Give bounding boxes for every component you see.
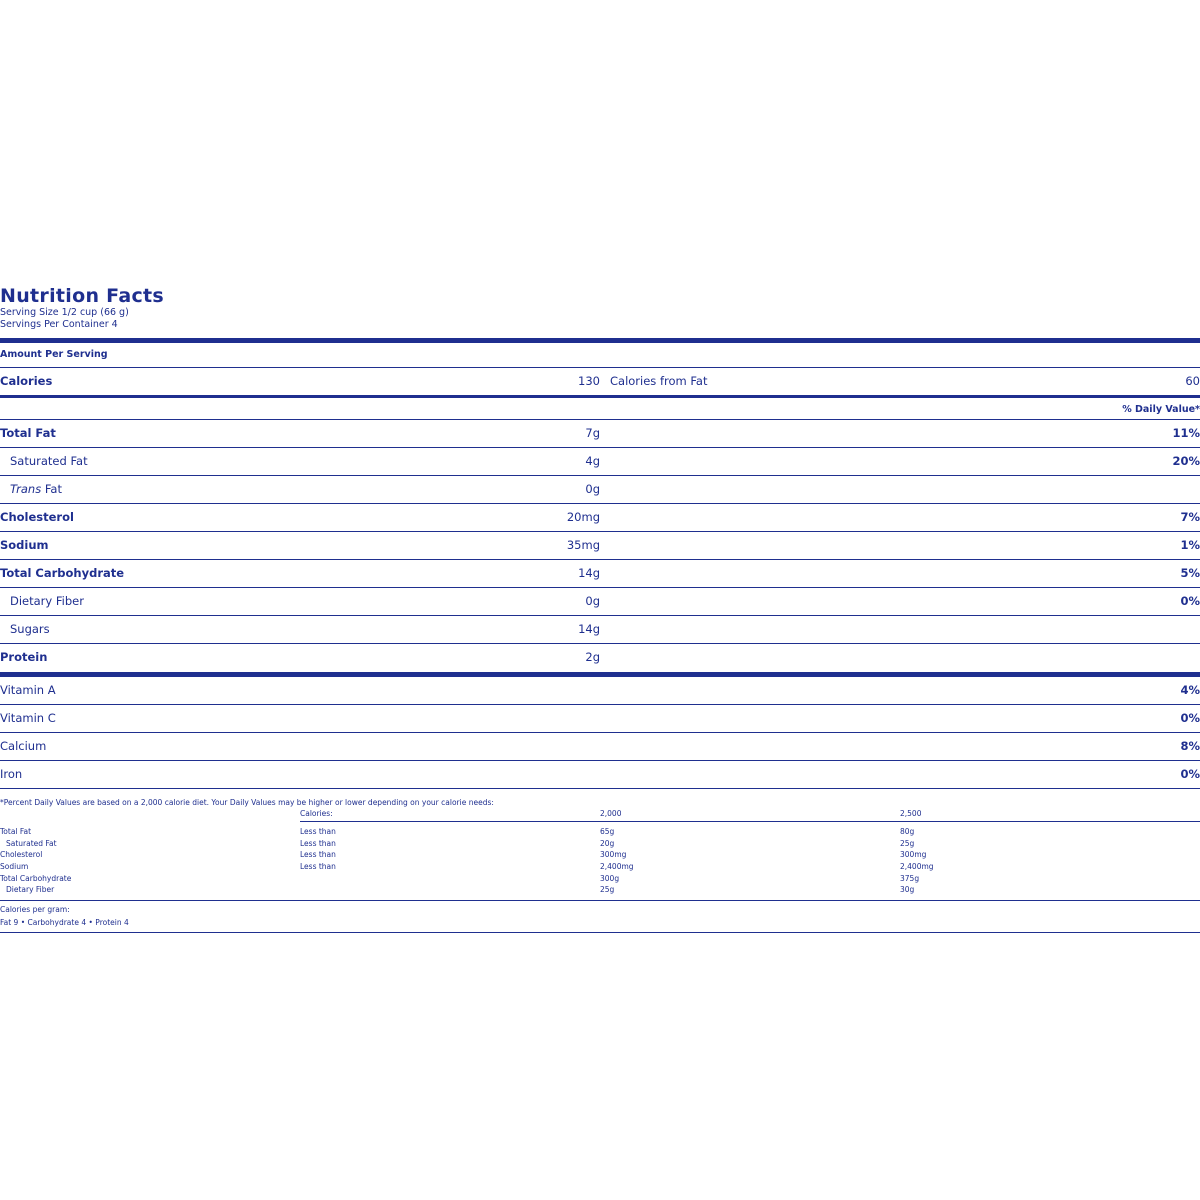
daily-value-limit: Less than bbox=[300, 862, 336, 872]
nutrient-daily-value: 11% bbox=[1172, 426, 1200, 440]
nutrient-daily-value: 0% bbox=[1180, 594, 1200, 608]
nutrient-row bbox=[0, 448, 1200, 475]
nutrient-name: Protein bbox=[0, 650, 48, 664]
daily-value-table-row bbox=[0, 838, 1200, 850]
daily-value-table-header bbox=[0, 808, 1200, 826]
daily-value-nutrient: Sodium bbox=[0, 862, 29, 872]
daily-value-table-row bbox=[0, 861, 1200, 873]
vitamin-row bbox=[0, 677, 1200, 704]
nutrient-amount: 14g bbox=[578, 622, 600, 636]
calories-row bbox=[0, 368, 1200, 395]
nutrient-name: Cholesterol bbox=[0, 510, 74, 524]
daily-value-nutrient: Total Carbohydrate bbox=[0, 873, 72, 883]
nutrient-name: Sugars bbox=[10, 622, 50, 636]
vitamin-row bbox=[0, 705, 1200, 732]
daily-value-table-body bbox=[0, 826, 1200, 896]
nutrient-daily-value: 20% bbox=[1172, 454, 1200, 468]
vitamin-daily-value: 0% bbox=[1180, 767, 1200, 781]
daily-value-table bbox=[0, 808, 1200, 896]
daily-value-2000: 300g bbox=[600, 873, 620, 883]
daily-value-table-row bbox=[0, 826, 1200, 838]
nutrient-amount: 14g bbox=[578, 566, 600, 580]
amount-per-serving: Amount Per Serving bbox=[0, 349, 108, 360]
vitamin-name: Calcium bbox=[0, 739, 47, 753]
daily-value-2000: 25g bbox=[600, 885, 615, 895]
daily-value-2500: 25g bbox=[900, 838, 915, 848]
nutrient-amount: 7g bbox=[585, 426, 600, 440]
label-title: Nutrition Facts bbox=[0, 285, 165, 307]
daily-value-2500: 30g bbox=[900, 885, 915, 895]
column-2000-header: 2,000 bbox=[600, 809, 622, 818]
daily-value-footnote: *Percent Daily Values are based on a 2,000 calorie diet. Your Daily Values may be higher or lower depending on your calorie needs: bbox=[0, 798, 494, 807]
divider bbox=[0, 932, 1200, 933]
nutrient-name: Total Fat bbox=[0, 426, 56, 440]
daily-value-2500: 375g bbox=[900, 873, 920, 883]
nutrient-daily-value: 7% bbox=[1180, 510, 1200, 524]
vitamin-name: Vitamin A bbox=[0, 683, 56, 697]
servings-per-container: Servings Per Container 4 bbox=[0, 319, 118, 330]
vitamin-list bbox=[0, 677, 1200, 789]
daily-value-nutrient: Saturated Fat bbox=[6, 838, 57, 848]
nutrient-row bbox=[0, 420, 1200, 447]
nutrient-name: Saturated Fat bbox=[10, 454, 88, 468]
calories-from-fat-label: Calories from Fat bbox=[610, 374, 708, 388]
calories-per-gram-label: Calories per gram: bbox=[0, 905, 70, 915]
nutrient-row bbox=[0, 504, 1200, 531]
daily-value-limit: Less than bbox=[300, 827, 336, 836]
nutrient-row bbox=[0, 560, 1200, 587]
vitamin-daily-value: 8% bbox=[1180, 739, 1200, 753]
nutrient-row bbox=[0, 476, 1200, 503]
daily-value-2000: 20g bbox=[600, 838, 615, 848]
daily-value-nutrient: Dietary Fiber bbox=[6, 885, 55, 895]
daily-value-2000: 65g bbox=[600, 827, 615, 836]
nutrient-name bbox=[10, 476, 62, 503]
calories-per-gram-values: Fat 9 • Carbohydrate 4 • Protein 4 bbox=[0, 918, 129, 928]
nutrient-name-italic: Trans bbox=[10, 482, 42, 496]
daily-value-2000: 2,400mg bbox=[600, 862, 634, 872]
nutrition-facts-label bbox=[0, 280, 1200, 933]
nutrient-name: Dietary Fiber bbox=[10, 594, 84, 608]
vitamin-row bbox=[0, 761, 1200, 788]
daily-value-nutrient: Total Fat bbox=[0, 827, 32, 836]
nutrient-daily-value: 1% bbox=[1180, 538, 1200, 552]
nutrient-amount: 20mg bbox=[566, 510, 600, 524]
nutrient-row bbox=[0, 532, 1200, 559]
serving-size: Serving Size 1/2 cup (66 g) bbox=[0, 307, 129, 318]
daily-value-2000: 300mg bbox=[600, 850, 627, 860]
nutrient-row bbox=[0, 588, 1200, 615]
column-2500-header: 2,500 bbox=[900, 809, 922, 818]
daily-value-table-row bbox=[0, 884, 1200, 896]
table-header-divider bbox=[300, 821, 1200, 822]
daily-value-limit: Less than bbox=[300, 838, 336, 848]
nutrient-amount: 4g bbox=[585, 454, 600, 468]
daily-value-2500: 80g bbox=[900, 827, 915, 836]
calories-from-fat-value: 60 bbox=[1185, 374, 1200, 388]
calories-value: 130 bbox=[578, 374, 600, 388]
daily-value-table-row bbox=[0, 873, 1200, 885]
daily-value-limit: Less than bbox=[300, 850, 336, 860]
nutrient-amount: 35mg bbox=[566, 538, 600, 552]
nutrient-amount: 0g bbox=[585, 594, 600, 608]
nutrient-amount: 0g bbox=[585, 482, 600, 496]
vitamin-daily-value: 4% bbox=[1180, 683, 1200, 697]
nutrient-name: Sodium bbox=[0, 538, 49, 552]
nutrient-list bbox=[0, 420, 1200, 671]
calories-column-header: Calories: bbox=[300, 809, 333, 818]
vitamin-daily-value: 0% bbox=[1180, 711, 1200, 725]
nutrient-amount: 2g bbox=[585, 650, 600, 664]
calories-label: Calories bbox=[0, 374, 53, 388]
nutrient-row bbox=[0, 644, 1200, 671]
daily-value-2500: 2,400mg bbox=[900, 862, 934, 872]
nutrient-name: Total Carbohydrate bbox=[0, 566, 125, 580]
daily-value-nutrient: Cholesterol bbox=[0, 850, 43, 860]
vitamin-name: Vitamin C bbox=[0, 711, 56, 725]
daily-value-2500: 300mg bbox=[900, 850, 927, 860]
vitamin-row bbox=[0, 733, 1200, 760]
nutrient-row bbox=[0, 616, 1200, 643]
daily-value-header: % Daily Value* bbox=[1122, 404, 1200, 415]
vitamin-name: Iron bbox=[0, 767, 23, 781]
nutrient-daily-value: 5% bbox=[1180, 566, 1200, 580]
nutrient-name-rest: Fat bbox=[41, 482, 62, 496]
daily-value-table-row bbox=[0, 849, 1200, 861]
